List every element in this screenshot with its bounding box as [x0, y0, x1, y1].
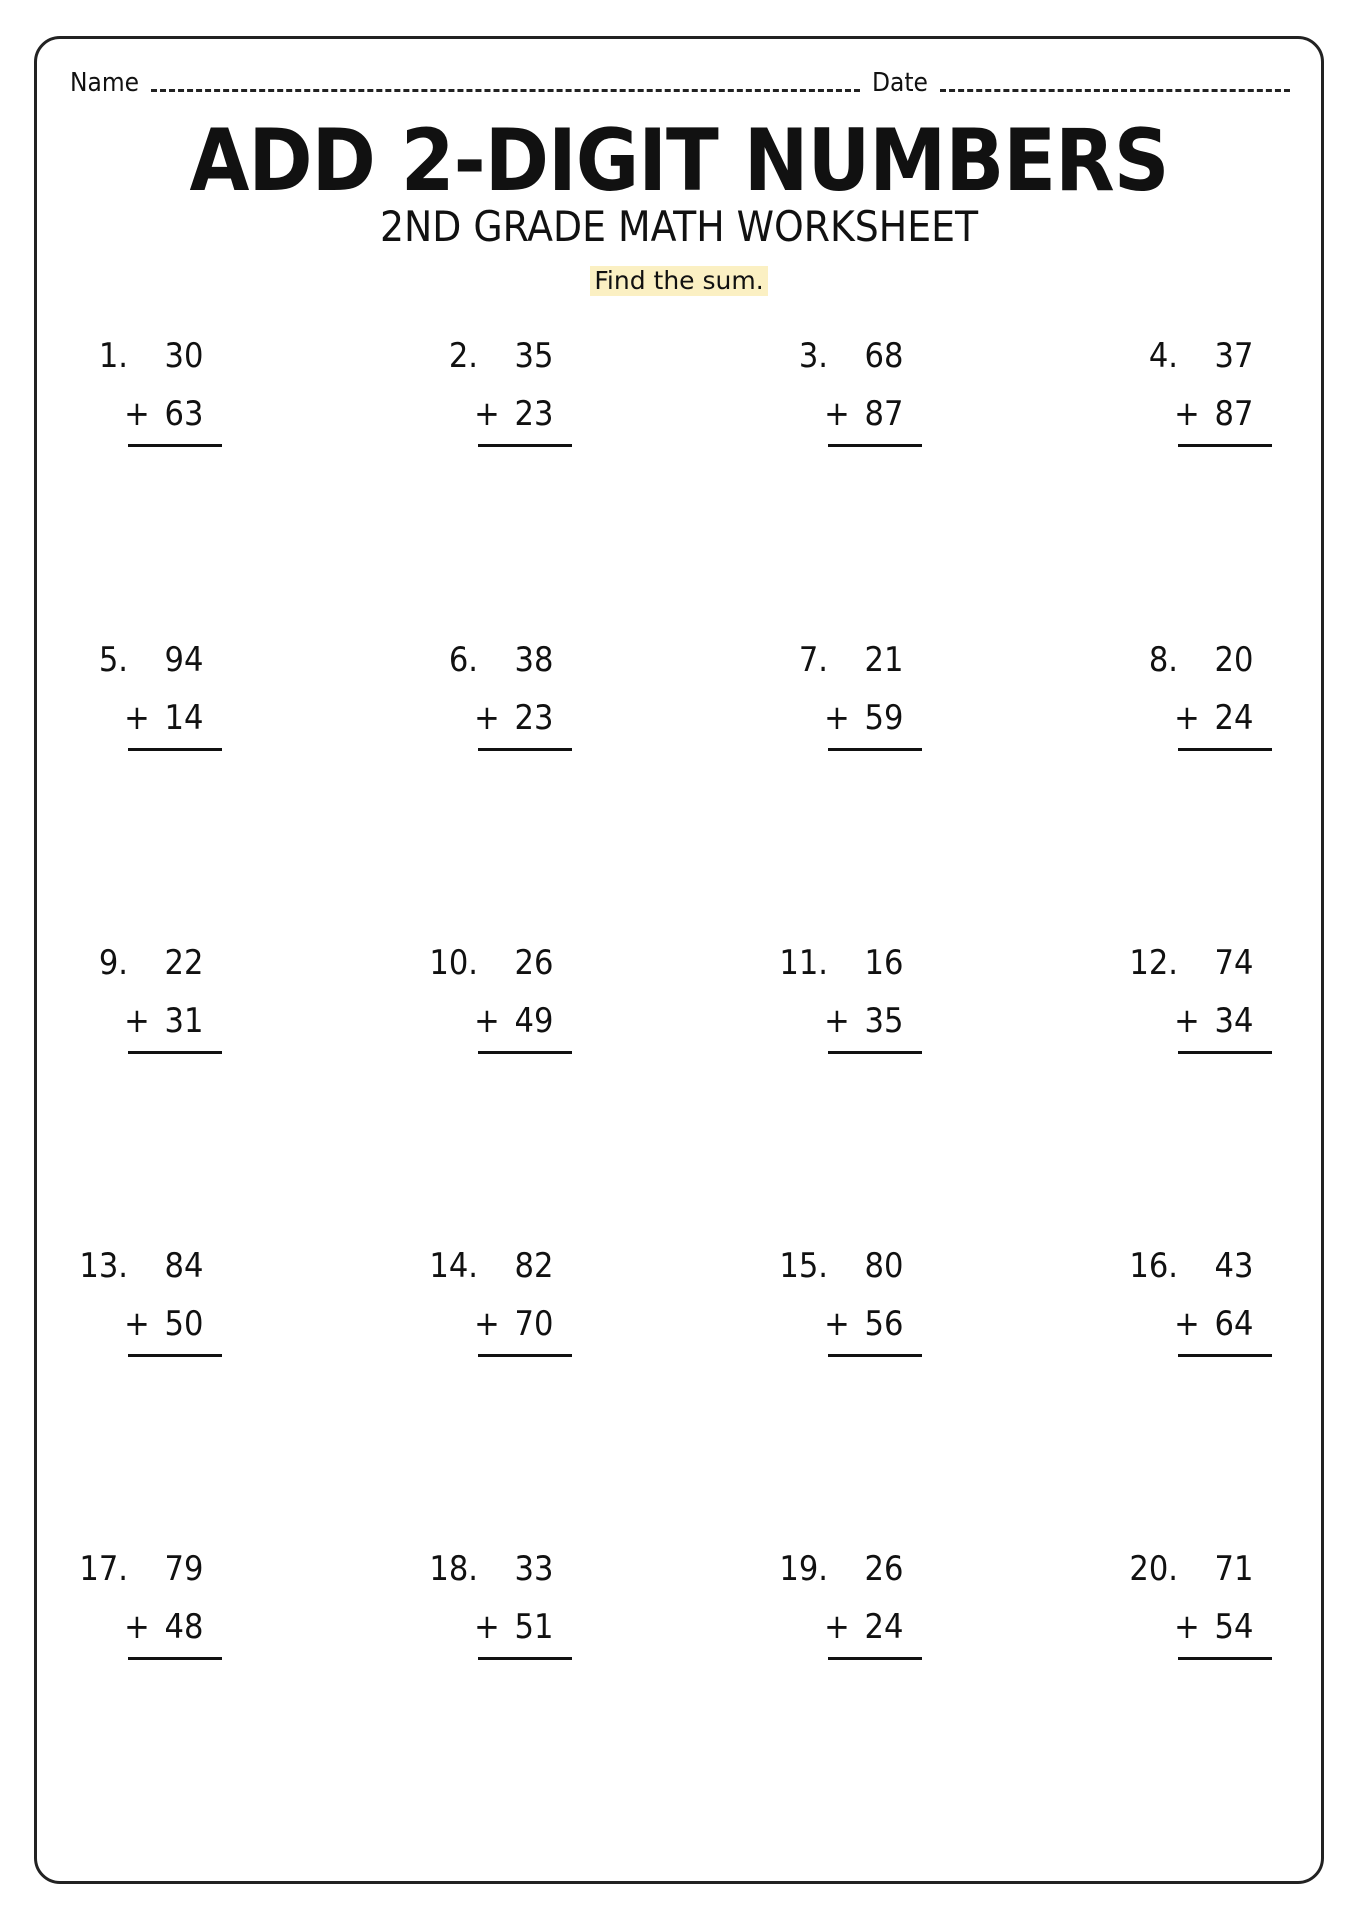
- problem-number: 15.: [779, 1246, 828, 1286]
- bottom-addend: 14: [164, 698, 204, 738]
- bottom-addend: 54: [1214, 1607, 1254, 1647]
- top-addend: 71: [1214, 1549, 1254, 1589]
- plus-sign: +: [1174, 394, 1200, 434]
- addition-problem: [418, 640, 588, 760]
- addition-problem: [768, 640, 938, 760]
- problem-number: 18.: [429, 1549, 478, 1589]
- plus-sign: +: [474, 1304, 500, 1344]
- plus-sign: +: [124, 698, 150, 738]
- bottom-addend: 34: [1214, 1001, 1254, 1041]
- bottom-addend: 49: [514, 1001, 554, 1041]
- top-addend: 33: [514, 1549, 554, 1589]
- addition-problem: [68, 336, 238, 456]
- addition-problem: [1118, 943, 1288, 1063]
- top-addend: 35: [514, 336, 554, 376]
- bottom-addend: 56: [864, 1304, 904, 1344]
- addition-problem: [68, 1549, 238, 1669]
- answer-line: [1178, 1354, 1272, 1357]
- problem-number: 3.: [798, 336, 828, 376]
- bottom-addend: 50: [164, 1304, 204, 1344]
- problem-number: 10.: [429, 943, 478, 983]
- bottom-addend: 23: [514, 394, 554, 434]
- top-addend: 26: [514, 943, 554, 983]
- top-addend: 68: [864, 336, 904, 376]
- top-addend: 80: [864, 1246, 904, 1286]
- top-addend: 21: [864, 640, 904, 680]
- name-write-line: [151, 89, 860, 92]
- bottom-addend: 59: [864, 698, 904, 738]
- plus-sign: +: [1174, 698, 1200, 738]
- top-addend: 84: [164, 1246, 204, 1286]
- bottom-addend: 35: [864, 1001, 904, 1041]
- addition-problem: [768, 336, 938, 456]
- addition-problem: [768, 1549, 938, 1669]
- top-addend: 43: [1214, 1246, 1254, 1286]
- addition-problem: [68, 943, 238, 1063]
- bottom-addend: 87: [864, 394, 904, 434]
- date-label: Date: [872, 68, 928, 98]
- bottom-addend: 24: [864, 1607, 904, 1647]
- answer-line: [828, 444, 922, 447]
- plus-sign: +: [824, 1304, 850, 1344]
- plus-sign: +: [124, 1607, 150, 1647]
- plus-sign: +: [124, 394, 150, 434]
- answer-line: [128, 1657, 222, 1660]
- worksheet-title: ADD 2-DIGIT NUMBERS: [189, 111, 1169, 211]
- answer-line: [478, 748, 572, 751]
- top-addend: 22: [164, 943, 204, 983]
- answer-line: [478, 1354, 572, 1357]
- addition-problem: [418, 1549, 588, 1669]
- addition-problem: [1118, 1246, 1288, 1366]
- addition-problem: [68, 640, 238, 760]
- worksheet-subtitle: 2ND GRADE MATH WORKSHEET: [379, 202, 979, 251]
- bottom-addend: 70: [514, 1304, 554, 1344]
- bottom-addend: 87: [1214, 394, 1254, 434]
- date-field: [872, 68, 1290, 98]
- problem-number: 9.: [98, 943, 128, 983]
- problem-number: 16.: [1129, 1246, 1178, 1286]
- answer-line: [128, 1051, 222, 1054]
- name-field: [70, 68, 860, 98]
- addition-problem: [418, 1246, 588, 1366]
- date-write-line: [940, 89, 1290, 92]
- bottom-addend: 51: [514, 1607, 554, 1647]
- problem-number: 6.: [448, 640, 478, 680]
- problem-number: 11.: [779, 943, 828, 983]
- top-addend: 16: [864, 943, 904, 983]
- top-addend: 26: [864, 1549, 904, 1589]
- problem-number: 14.: [429, 1246, 478, 1286]
- addition-problem: [1118, 640, 1288, 760]
- bottom-addend: 63: [164, 394, 204, 434]
- answer-line: [828, 1051, 922, 1054]
- top-addend: 94: [164, 640, 204, 680]
- plus-sign: +: [824, 1607, 850, 1647]
- problem-number: 5.: [98, 640, 128, 680]
- plus-sign: +: [824, 698, 850, 738]
- bottom-addend: 23: [514, 698, 554, 738]
- problem-number: 20.: [1129, 1549, 1178, 1589]
- problem-number: 1.: [98, 336, 128, 376]
- top-addend: 74: [1214, 943, 1254, 983]
- answer-line: [128, 1354, 222, 1357]
- plus-sign: +: [124, 1304, 150, 1344]
- answer-line: [828, 748, 922, 751]
- instruction-container: [0, 266, 1358, 296]
- plus-sign: +: [1174, 1607, 1200, 1647]
- plus-sign: +: [474, 394, 500, 434]
- answer-line: [1178, 444, 1272, 447]
- answer-line: [828, 1354, 922, 1357]
- name-label: Name: [70, 68, 140, 98]
- problem-number: 12.: [1129, 943, 1178, 983]
- plus-sign: +: [474, 1001, 500, 1041]
- plus-sign: +: [474, 1607, 500, 1647]
- top-addend: 30: [164, 336, 204, 376]
- top-addend: 38: [514, 640, 554, 680]
- top-addend: 79: [164, 1549, 204, 1589]
- answer-line: [128, 444, 222, 447]
- addition-problem: [768, 943, 938, 1063]
- plus-sign: +: [824, 1001, 850, 1041]
- top-addend: 37: [1214, 336, 1254, 376]
- plus-sign: +: [124, 1001, 150, 1041]
- answer-line: [478, 1051, 572, 1054]
- plus-sign: +: [1174, 1001, 1200, 1041]
- instruction-text: Find the sum.: [590, 266, 767, 296]
- addition-problem: [768, 1246, 938, 1366]
- problem-number: 8.: [1148, 640, 1178, 680]
- addition-problem: [418, 943, 588, 1063]
- problem-number: 4.: [1148, 336, 1178, 376]
- bottom-addend: 24: [1214, 698, 1254, 738]
- answer-line: [1178, 1051, 1272, 1054]
- bottom-addend: 31: [164, 1001, 204, 1041]
- bottom-addend: 64: [1214, 1304, 1254, 1344]
- addition-problem: [1118, 1549, 1288, 1669]
- answer-line: [1178, 748, 1272, 751]
- top-addend: 82: [514, 1246, 554, 1286]
- bottom-addend: 48: [164, 1607, 204, 1647]
- addition-problem: [68, 1246, 238, 1366]
- top-addend: 20: [1214, 640, 1254, 680]
- answer-line: [1178, 1657, 1272, 1660]
- plus-sign: +: [1174, 1304, 1200, 1344]
- problem-number: 17.: [79, 1549, 128, 1589]
- problem-number: 7.: [798, 640, 828, 680]
- addition-problem: [1118, 336, 1288, 456]
- answer-line: [478, 444, 572, 447]
- problem-number: 13.: [79, 1246, 128, 1286]
- plus-sign: +: [474, 698, 500, 738]
- answer-line: [478, 1657, 572, 1660]
- answer-line: [828, 1657, 922, 1660]
- problem-number: 19.: [779, 1549, 828, 1589]
- plus-sign: +: [824, 394, 850, 434]
- answer-line: [128, 748, 222, 751]
- problem-number: 2.: [448, 336, 478, 376]
- addition-problem: [418, 336, 588, 456]
